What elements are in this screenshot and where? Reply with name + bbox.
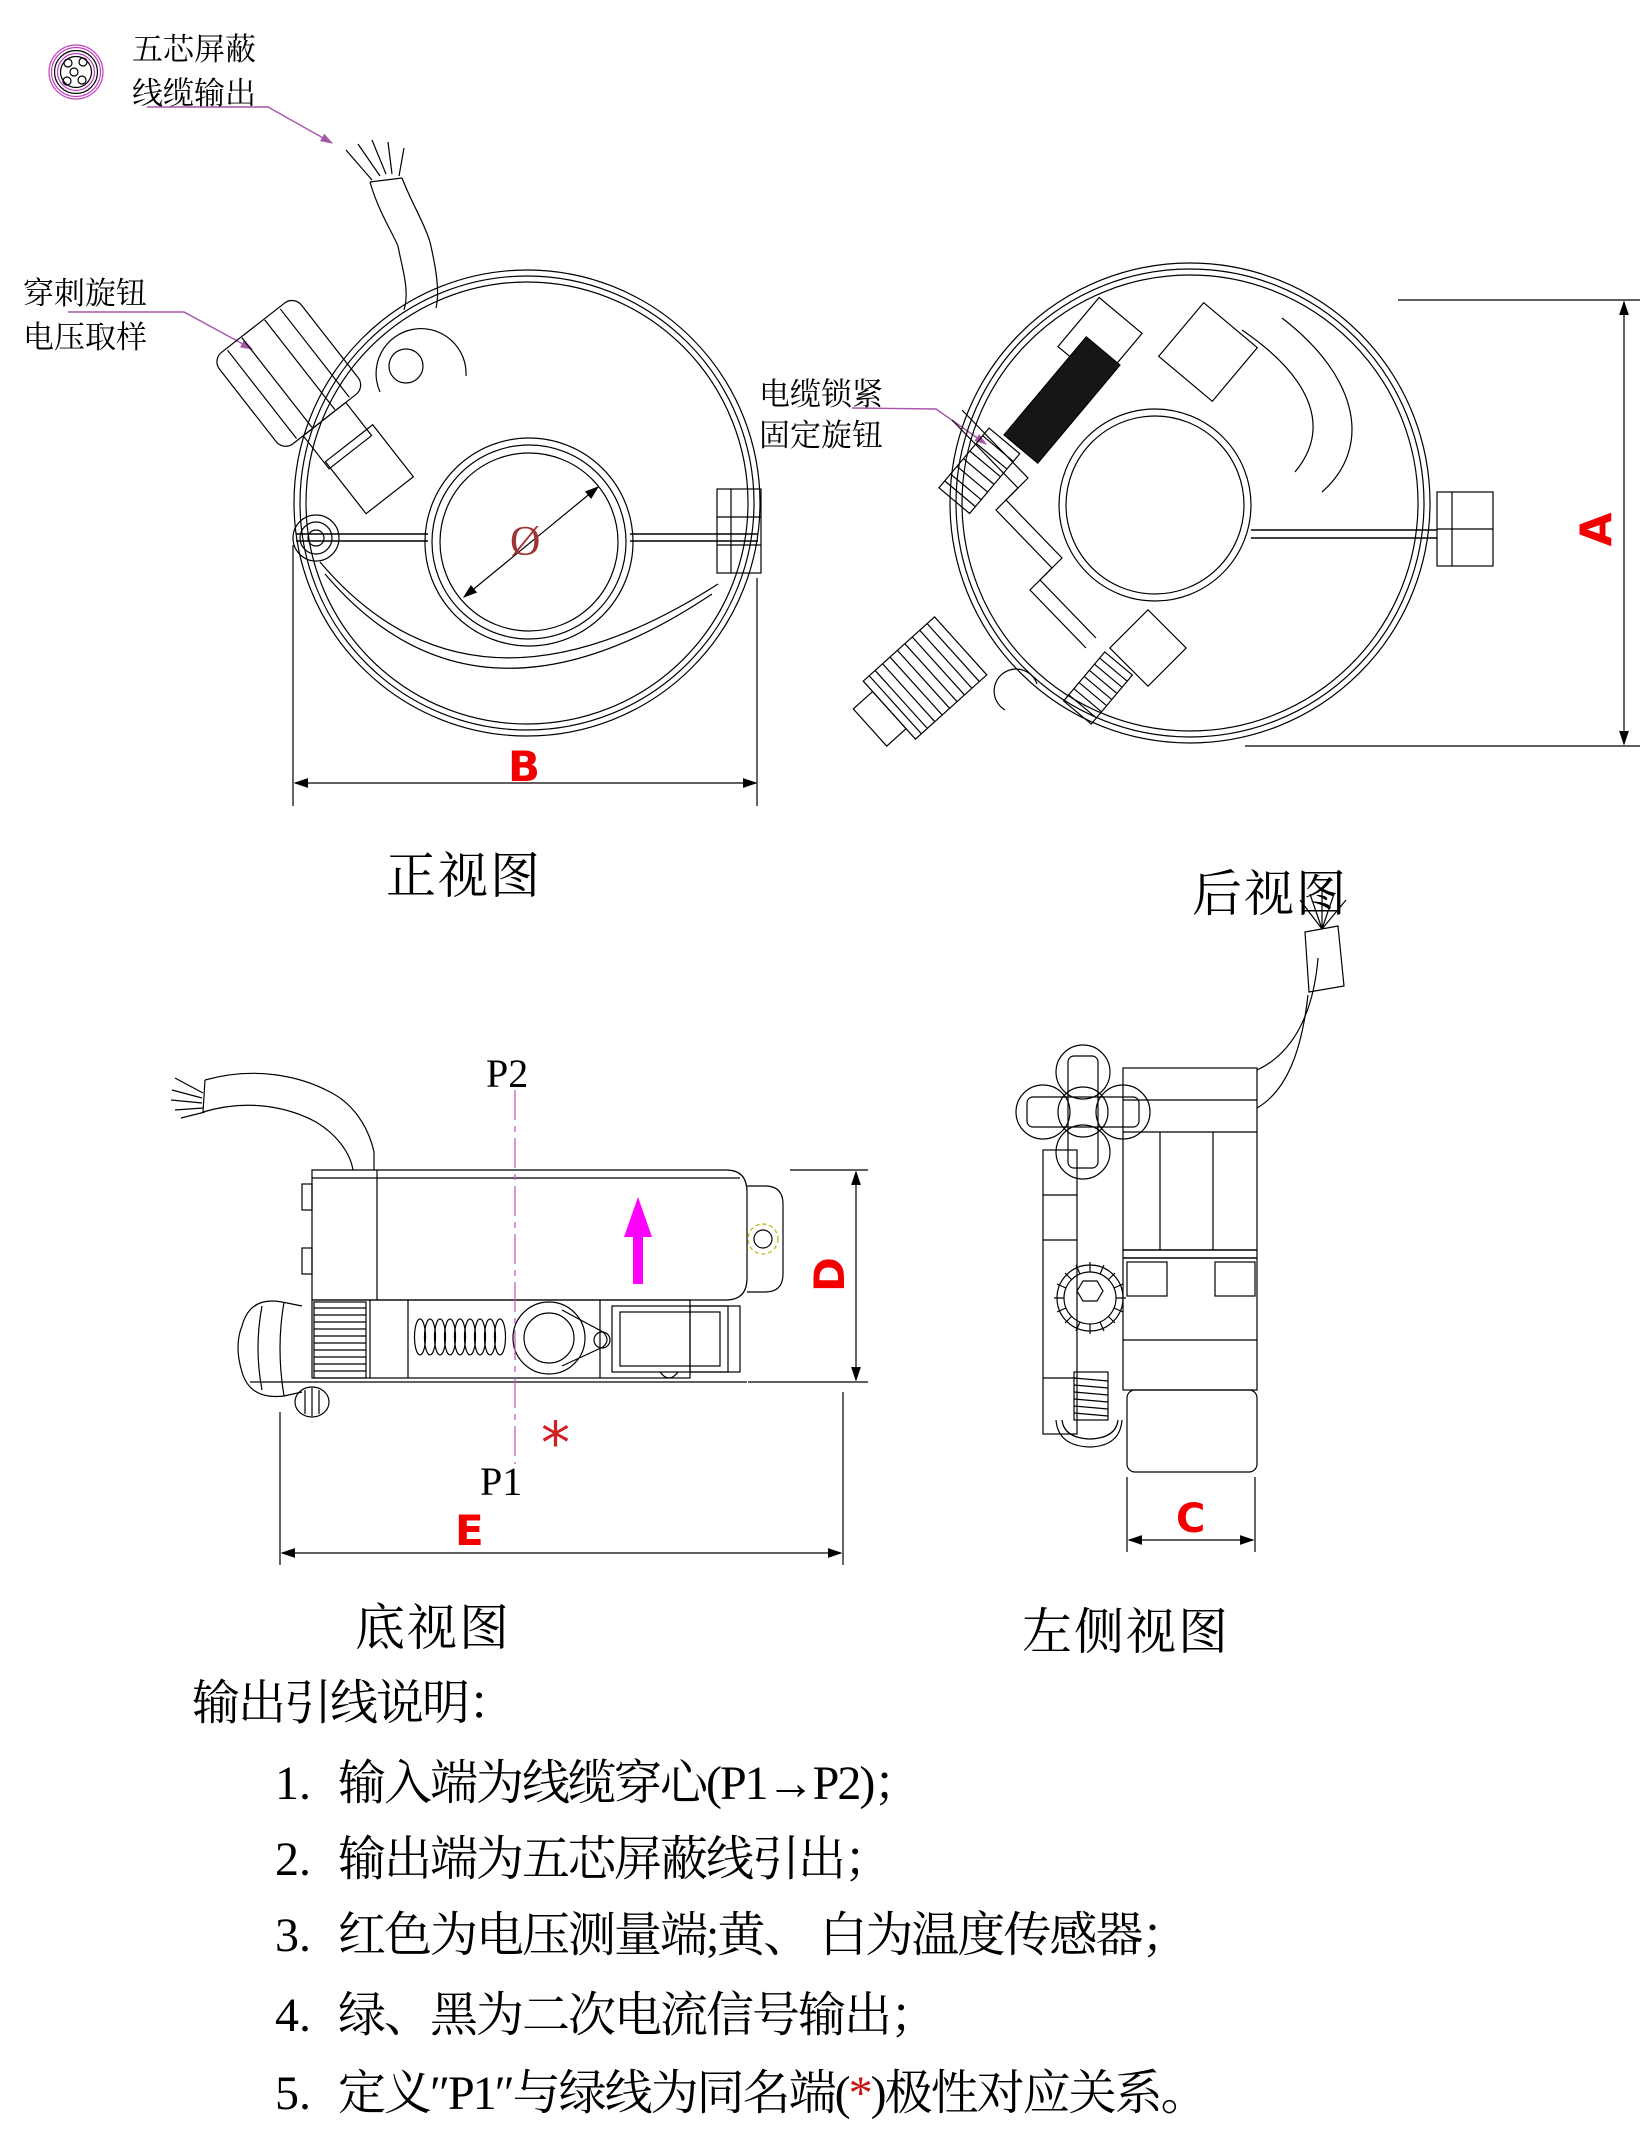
note-item-3-number: 3. bbox=[275, 1909, 311, 1962]
connector-callout bbox=[132, 28, 256, 116]
pierce-knob-callout-line2: 电压取样 bbox=[23, 320, 147, 355]
note-item-5 bbox=[275, 2054, 1207, 2123]
note-item-1 bbox=[275, 1744, 919, 1813]
cable-lock-callout-line1: 电缆锁紧 bbox=[759, 377, 883, 412]
left-view-caption: 左侧视图 bbox=[1022, 1604, 1230, 1660]
front-view-drawing bbox=[212, 140, 761, 806]
note-item-4 bbox=[275, 1976, 936, 2045]
note-item-2-text: 输出端为五芯屏蔽线引出； bbox=[338, 1833, 891, 1886]
rear-view-drawing bbox=[844, 263, 1640, 756]
p1-mark: P1 bbox=[480, 1459, 523, 1504]
dim-label-e: E bbox=[455, 1506, 484, 1555]
polarity-star-mark: * bbox=[541, 1409, 570, 1477]
left-side-view-drawing bbox=[1016, 890, 1346, 1552]
note-item-1-number: 1. bbox=[275, 1757, 311, 1810]
note-item-2-number: 2. bbox=[275, 1833, 311, 1886]
dim-label-b: B bbox=[508, 742, 541, 791]
dim-label-d: D bbox=[804, 1257, 854, 1292]
dim-label-a: A bbox=[1571, 512, 1623, 547]
note-item-5-number: 5. bbox=[275, 2067, 311, 2120]
rear-view-caption: 后视图 bbox=[1192, 866, 1348, 922]
connector-callout-line1: 五芯屏蔽 bbox=[132, 32, 256, 67]
note-item-4-number: 4. bbox=[275, 1989, 311, 2042]
cable-lock-callout bbox=[759, 374, 883, 456]
front-view-caption: 正视图 bbox=[386, 848, 542, 904]
pierce-knob-callout bbox=[23, 272, 147, 360]
note-item-3-text: 红色为电压测量端;黄、 白为温度传感器； bbox=[338, 1909, 1188, 1962]
note-item-3 bbox=[275, 1896, 1187, 1965]
connector-icon bbox=[49, 45, 103, 99]
diameter-symbol: Ø bbox=[510, 519, 541, 565]
cable-lock-callout-line2: 固定旋钮 bbox=[759, 418, 883, 453]
note-item-4-text: 绿、黑为二次电流信号输出； bbox=[338, 1989, 937, 2042]
dim-label-c: C bbox=[1176, 1496, 1206, 1542]
bottom-view-caption: 底视图 bbox=[355, 1600, 511, 1656]
notes-title: 输出引线说明： bbox=[192, 1677, 515, 1730]
pierce-knob-callout-line1: 穿刺旋钮 bbox=[23, 276, 147, 311]
p2-mark: P2 bbox=[486, 1051, 529, 1096]
note-item-1-text: 输入端为线缆穿心(P1→P2)； bbox=[338, 1757, 920, 1810]
note-item-2 bbox=[275, 1820, 890, 1889]
connector-callout-line2: 线缆输出 bbox=[132, 76, 256, 111]
note-item-5-text-post: )极性对应关系。 bbox=[870, 2067, 1207, 2120]
note-item-5-text-pre: 定义″P1″与绿线为同名端( bbox=[338, 2067, 849, 2120]
note-item-5-star: * bbox=[848, 2067, 871, 2120]
